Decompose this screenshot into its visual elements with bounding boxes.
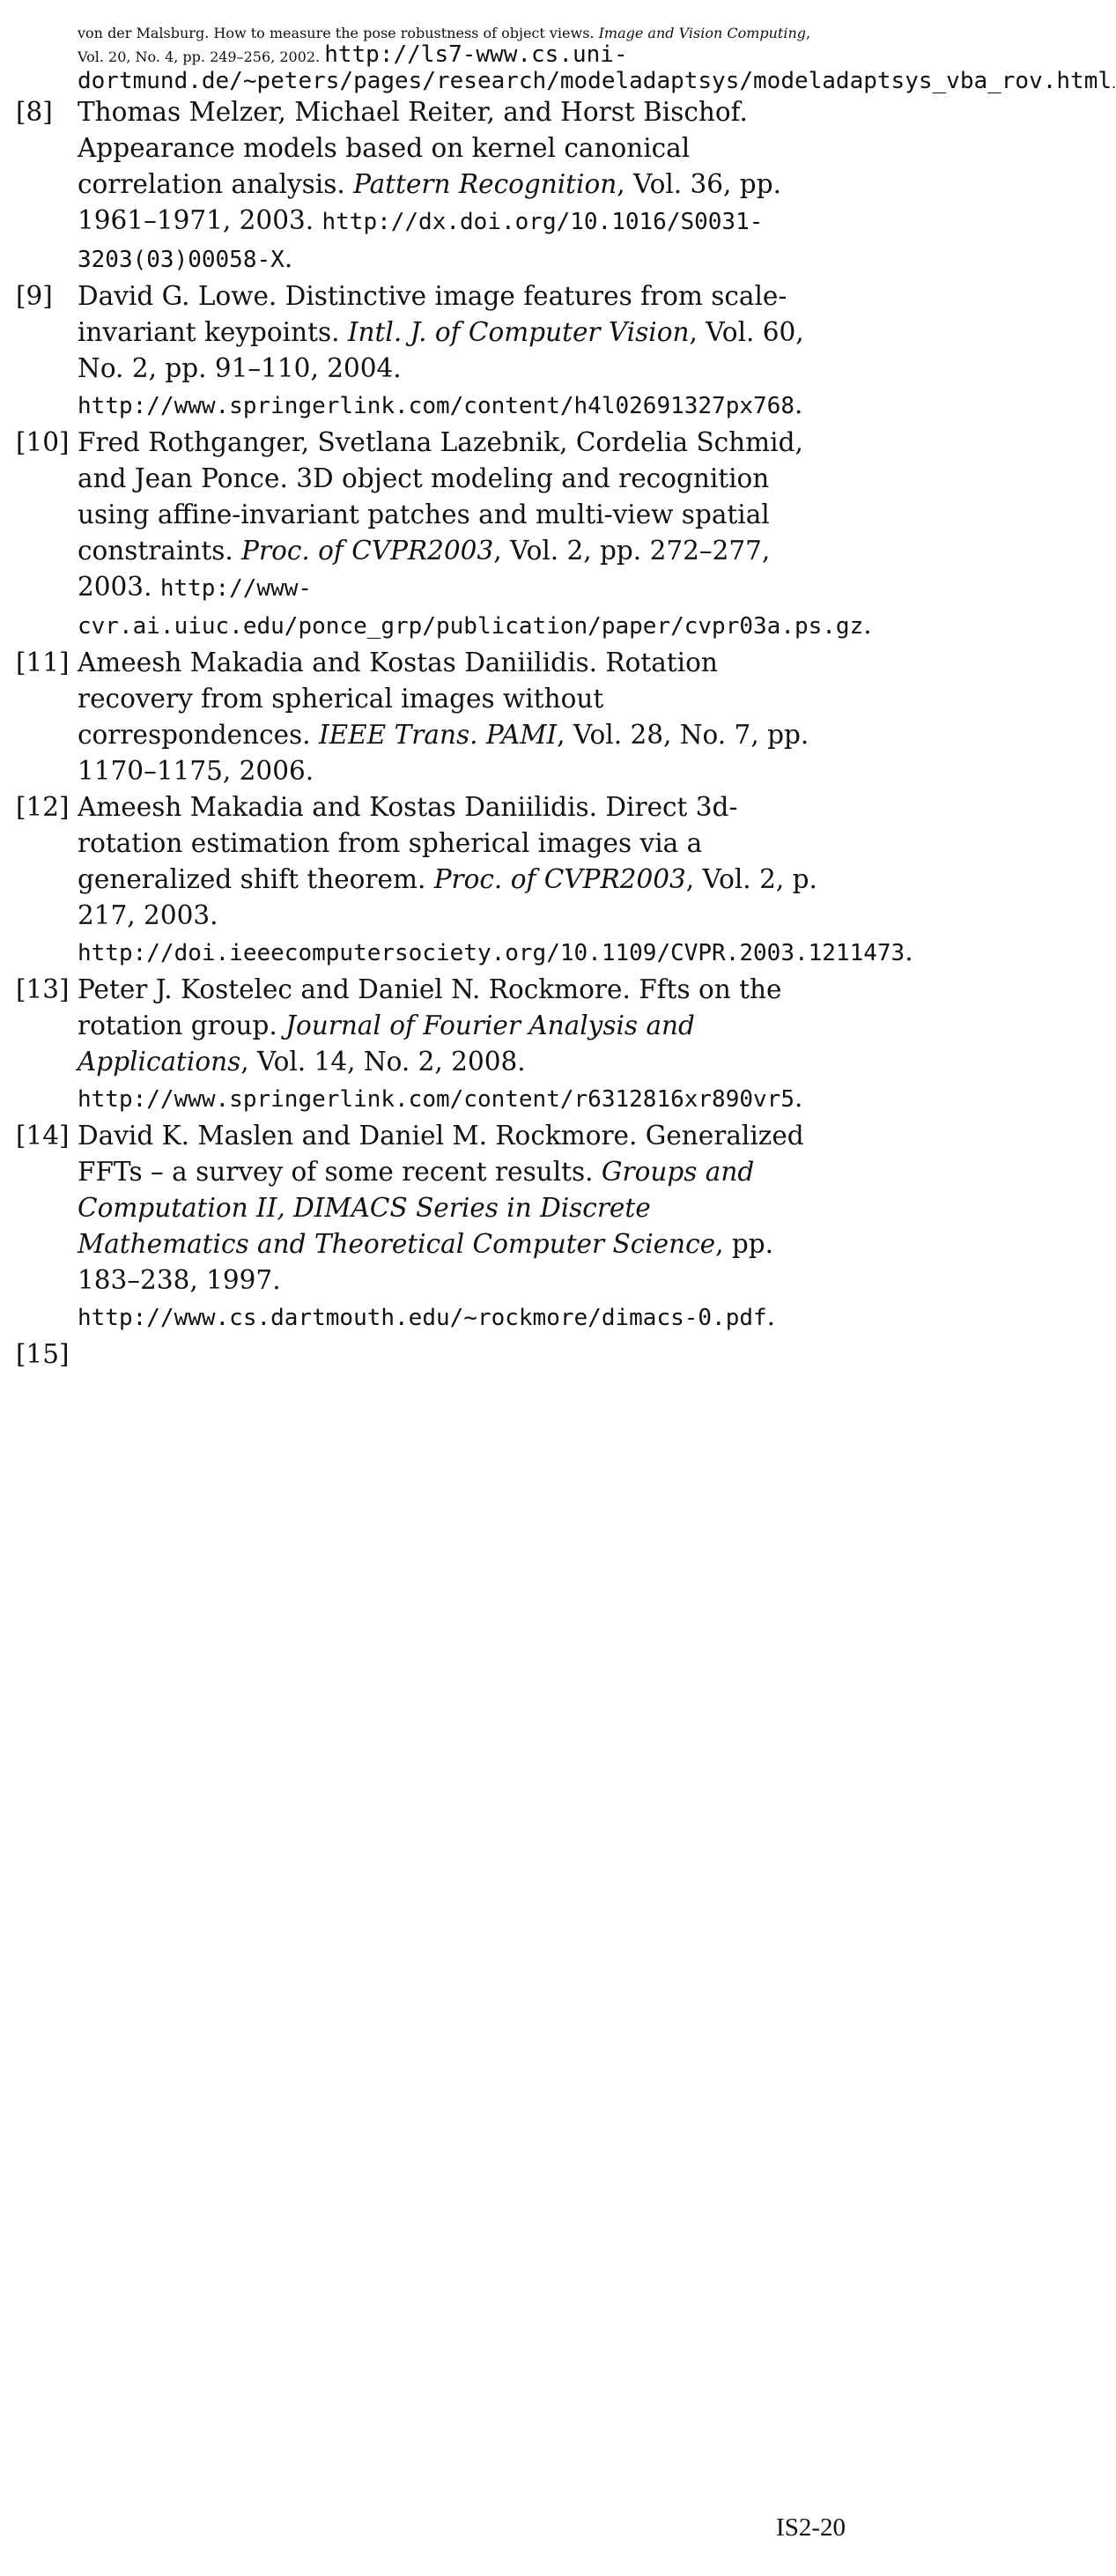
ref-venue: Intl. J. of Computer Vision bbox=[347, 317, 690, 347]
ref-url[interactable]: http://www.cs.dartmouth.edu/~rockmore/dimacs-0.pdf bbox=[78, 1305, 767, 1331]
ref-text-tail: , Vol. 20, No. 4, pp. 249–256, 2002. bbox=[78, 25, 811, 65]
ref-text: Ameesh Makadia and Kostas Daniilidis. Direct 3d-rotation estimation from spherical images via a generalized shift theorem. bbox=[78, 792, 738, 894]
ref-number: [9] bbox=[16, 281, 53, 311]
ref-number: [11] bbox=[16, 648, 70, 677]
ref-end: . bbox=[794, 389, 803, 419]
page-number: IS2-20 bbox=[776, 2513, 846, 2542]
ref-text-tail: , Vol. 14, No. 2, 2008. bbox=[240, 1047, 526, 1077]
ref-url[interactable]: http://ls7-www.cs.uni-dortmund.de/~peters/pages/research/modeladaptsys/modeladaptsys_vba_rov.html bbox=[78, 41, 1112, 94]
ref-text: David G. Lowe. Distinctive image features from scale-invariant keypoints. bbox=[78, 281, 787, 347]
ref-text: Fred Rothganger, Svetlana Lazebnik, Cordelia Schmid, and Jean Ponce. 3D object modeling and recognition using affine-invariant patches and multi-view spatial constraints. bbox=[78, 427, 803, 566]
ref-url[interactable]: http://www.springerlink.com/content/h4l02691327px768 bbox=[78, 393, 795, 419]
ref-text: von der Malsburg. How to measure the pose robustness of object views. bbox=[78, 25, 599, 41]
ref-number: [14] bbox=[16, 1121, 70, 1151]
ref-venue: Proc. of CVPR2003 bbox=[433, 864, 686, 894]
ref-text-tail: , Vol. 60, No. 2, pp. 91–110, 2004. bbox=[78, 317, 804, 383]
ref-number: [8] bbox=[16, 97, 53, 127]
reference-continuation bbox=[16, 25, 1116, 94]
ref-venue: Proc. of CVPR2003 bbox=[241, 536, 494, 566]
ref-venue: Image and Vision Computing bbox=[598, 25, 807, 41]
reference-item-14 bbox=[16, 1118, 826, 1336]
ref-end: . bbox=[766, 1301, 776, 1331]
ref-number: [15] bbox=[16, 1339, 70, 1369]
ref-url[interactable]: http://dx.doi.org/10.1016/S0031-3203(03)00058-X bbox=[78, 209, 764, 273]
reference-item-13 bbox=[16, 972, 826, 1118]
reference-item-9 bbox=[16, 278, 826, 425]
ref-number: [12] bbox=[16, 792, 70, 822]
ref-url[interactable]: http://doi.ieeecomputersociety.org/10.1109/CVPR.2003.1211473 bbox=[78, 940, 905, 966]
ref-text-tail: , Vol. 2, p. 217, 2003. bbox=[78, 864, 817, 930]
ref-text: Ameesh Makadia and Kostas Daniilidis. Rotation recovery from spherical images without correspondences. bbox=[78, 648, 718, 750]
ref-text: David K. Maslen and Daniel M. Rockmore. Generalized FFTs – a survey of some recent results. bbox=[78, 1121, 804, 1187]
ref-end: . bbox=[863, 610, 872, 640]
reference-item-12 bbox=[16, 789, 913, 972]
ref-text: Peter J. Kostelec and Daniel N. Rockmore. Ffts on the rotation group. bbox=[78, 974, 782, 1040]
ref-end: . bbox=[905, 936, 913, 966]
reference-item-10 bbox=[16, 425, 872, 645]
ref-url[interactable]: http://www.springerlink.com/content/r6312816xr890vr5 bbox=[78, 1086, 795, 1113]
ref-text-tail: , Vol. 2, pp. 272–277, 2003. bbox=[78, 536, 771, 602]
reference-item-11 bbox=[16, 645, 826, 789]
ref-text-tail: , pp. 183–238, 1997. bbox=[78, 1229, 773, 1295]
reference-item-15 bbox=[16, 1336, 826, 1373]
ref-venue: Groups and Computation II, DIMACS Series in Discrete Mathematics and Theoretical Computer Science bbox=[78, 1157, 755, 1259]
ref-number: [10] bbox=[16, 427, 70, 457]
ref-url[interactable]: http://www-cvr.ai.uiuc.edu/ponce_grp/publication/paper/cvpr03a.ps.gz bbox=[78, 575, 864, 640]
ref-venue: Journal of Fourier Analysis and Applications bbox=[78, 1010, 695, 1077]
reference-list bbox=[16, 25, 1116, 1373]
ref-text-tail: , Vol. 28, No. 7, pp. 1170–1175, 2006. bbox=[78, 720, 809, 786]
ref-end: . bbox=[1112, 75, 1116, 92]
ref-end: . bbox=[284, 243, 293, 273]
ref-number: [13] bbox=[16, 974, 70, 1004]
ref-text-tail: , Vol. 36, pp. 1961–1971, 2003. bbox=[78, 169, 781, 235]
ref-venue: IEEE Trans. PAMI bbox=[318, 720, 558, 750]
reference-item-8 bbox=[16, 94, 826, 278]
ref-venue: Pattern Recognition bbox=[353, 169, 617, 199]
ref-end: . bbox=[794, 1083, 803, 1113]
ref-text: Thomas Melzer, Michael Reiter, and Horst Bischof. Appearance models based on kernel canonical correlation analysis. bbox=[78, 97, 748, 199]
